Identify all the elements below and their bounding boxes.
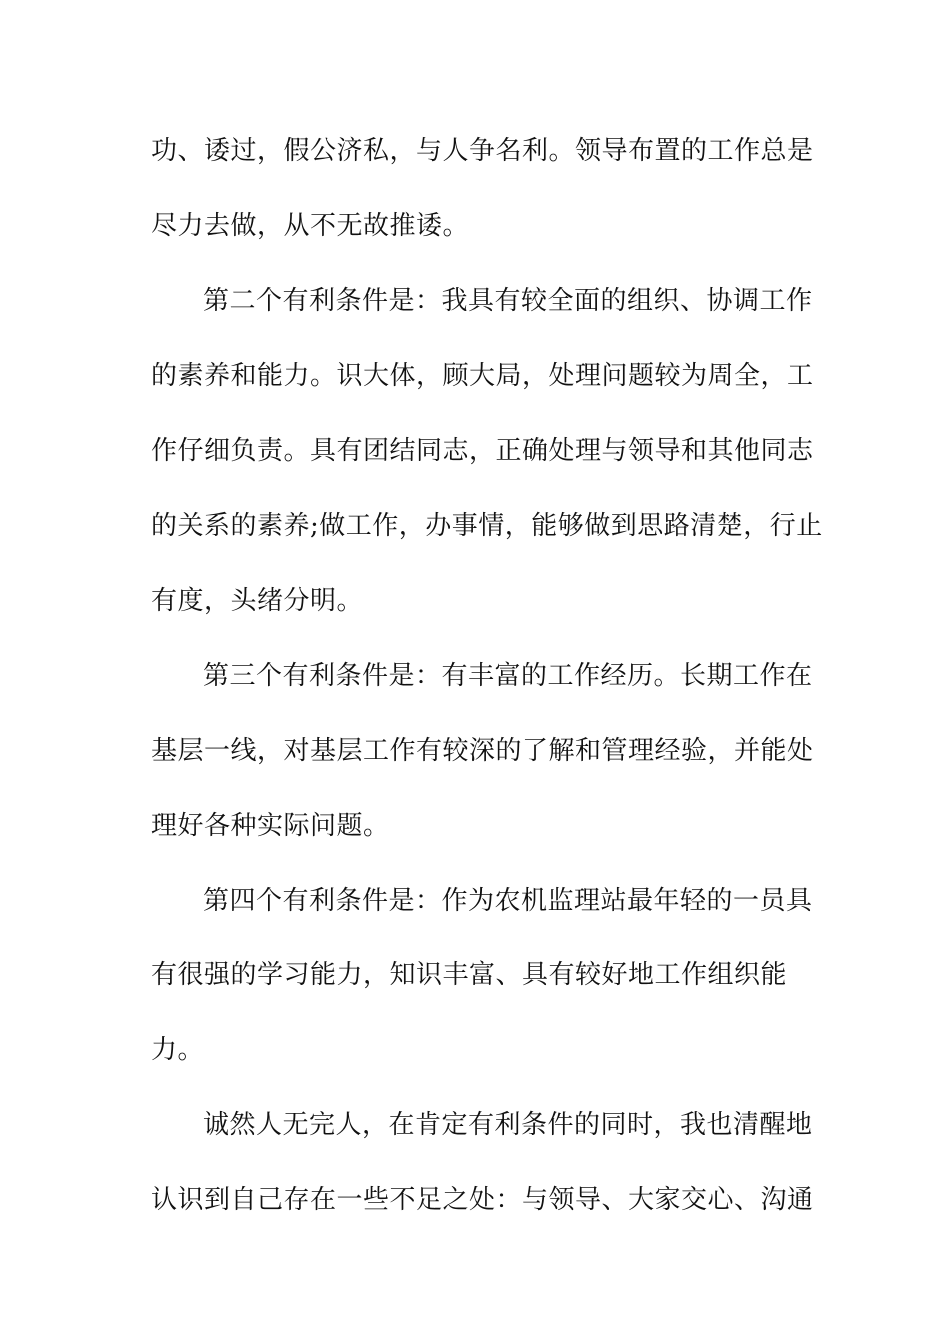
text-line: 的素养和能力。识大体，顾大局，处理问题较为周全，工 [151, 361, 814, 391]
text-line: 认识到自己存在一些不足之处：与领导、大家交心、沟通 [151, 1185, 814, 1215]
paragraph-start-line: 第二个有利条件是：我具有较全面的组织、协调工作 [203, 286, 813, 316]
text-line: 力。 [151, 1035, 205, 1065]
paragraph-start-line: 第四个有利条件是：作为农机监理站最年轻的一员具 [203, 886, 813, 916]
text-line: 有很强的学习能力，知识丰富、具有较好地工作组织能 [151, 960, 788, 990]
text-line: 的关系的素养;做工作，办事情，能够做到思路清楚，行止 [151, 511, 823, 541]
text-line: 尽力去做，从不无故推诿。 [151, 211, 470, 241]
text-line: 有度，头绪分明。 [151, 586, 364, 616]
paragraph-start-line: 第三个有利条件是：有丰富的工作经历。长期工作在 [203, 661, 813, 691]
text-line: 理好各种实际问题。 [151, 811, 390, 841]
paragraph-start-line: 诚然人无完人，在肯定有利条件的同时，我也清醒地 [203, 1110, 813, 1140]
text-line: 基层一线，对基层工作有较深的了解和管理经验，并能处 [151, 736, 814, 766]
text-line: 作仔细负责。具有团结同志，正确处理与领导和其他同志 [151, 436, 814, 466]
text-line: 功、诿过，假公济私，与人争名利。领导布置的工作总是 [151, 136, 814, 166]
